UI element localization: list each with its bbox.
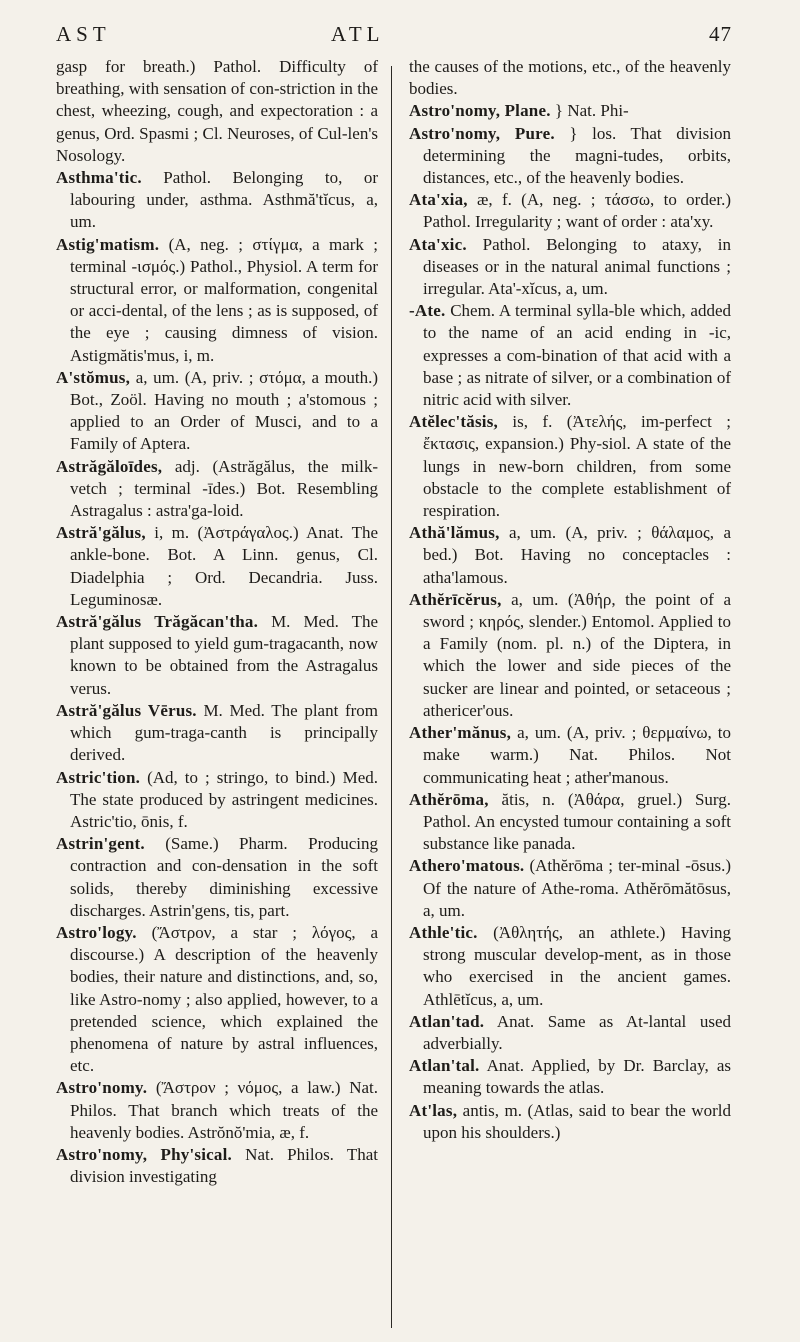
dictionary-entry xyxy=(56,700,378,767)
dictionary-entry xyxy=(409,789,731,856)
dictionary-entry xyxy=(56,167,378,234)
entry-definition: a, um. (A, priv. ; θερμαίνω, to make warm.) Nat. Philos. Not communicating heat ; ather'manous. xyxy=(423,723,732,787)
entry-headword: Astrăgăloīdes, xyxy=(56,456,163,476)
entry-definition: (Ἄστρον, a star ; λόγος, a discourse.) A description of the heavenly bodies, their nature and distinctions, and, so, like Astro-nomy ; also applied, however, to a pretended science, which explained the phenomena of nature by astral influences, etc. xyxy=(70,922,379,1076)
dictionary-entry xyxy=(56,234,378,367)
entry-headword: Athero'matous. xyxy=(409,856,525,876)
entry-definition: Anat. Applied, by Dr. Barclay, as meaning towards the atlas. xyxy=(423,1056,731,1098)
dictionary-entry xyxy=(409,522,731,589)
entry-headword: Astră'gălus Vērus. xyxy=(56,700,197,720)
entry-definition: the causes of the motions, etc., of the heavenly bodies. xyxy=(409,57,731,99)
entry-definition: M. Med. The plant supposed to yield gum-tragacanth, now known to be obtained from the Astragalus verus. xyxy=(70,612,378,698)
entry-definition: (Ἄστρον ; νόμος, a law.) Nat. Philos. That branch which treats of the heavenly bodies. Astrŏnŏ'mia, æ, f. xyxy=(70,1078,379,1142)
entry-definition: antis, m. (Atlas, said to bear the world upon his shoulders.) xyxy=(423,1100,732,1142)
entry-definition: adj. (Astrăgălus, the milk-vetch ; terminal -īdes.) Bot. Resembling Astragalus : astra'ga-loid. xyxy=(70,456,378,521)
dictionary-entry xyxy=(409,1011,731,1055)
dictionary-entry xyxy=(56,1144,378,1188)
entry-definition: Nat. Philos. That division investigating xyxy=(70,1144,378,1187)
dictionary-entry xyxy=(56,456,378,523)
entry-definition: ătis, n. (Ἀθάρα, gruel.) Surg. Pathol. An encysted tumour containing a soft substance like panada. xyxy=(423,789,732,854)
entry-definition: (Same.) Pharm. Producing contraction and con-densation in the soft solids, thereby diminishing excessive discharges. Astrin'gens, tis, part. xyxy=(70,834,379,920)
dictionary-entry xyxy=(56,767,378,834)
column-divider xyxy=(391,66,392,1328)
right-column xyxy=(409,56,731,1144)
dictionary-entry xyxy=(409,855,731,922)
entry-headword: Ather'mănus, xyxy=(409,723,512,743)
entry-headword: Astig'matism. xyxy=(56,234,160,254)
entry-definition: } Nat. Phi- xyxy=(554,101,629,121)
left-column xyxy=(56,56,378,1188)
entry-definition: (A, neg. ; στίγμα, a mark ; terminal -ισμός.) Pathol., Physiol. A term for structural error, or malformation, congenital or acci-dental, of the lens ; as is supposed, of the eye ; causing dimness of vision. Astigmătis'mus, i, m. xyxy=(70,234,379,365)
entry-headword: Astrin'gent. xyxy=(56,834,145,854)
entry-headword: Athĕrōma, xyxy=(409,789,489,809)
entry-headword: Atĕlec'tăsis, xyxy=(409,412,498,432)
entry-headword: Astro'nomy, Plane. xyxy=(409,101,551,121)
dictionary-entry xyxy=(409,234,731,301)
dictionary-entry xyxy=(56,611,378,700)
entry-definition: (Ad, to ; stringo, to bind.) Med. The state produced by astringent medicines. Astric'tio, ōnis, f. xyxy=(70,767,378,831)
entry-definition: Anat. Same as At-lantal used adverbially. xyxy=(423,1011,732,1053)
dictionary-entry xyxy=(409,411,731,522)
entry-definition: Pathol. Belonging to ataxy, in diseases or in the natural animal functions ; irregular. Ata'-xĭcus, a, um. xyxy=(423,234,731,299)
entry-headword: Athă'lămus, xyxy=(409,523,500,543)
entry-definition: i, m. (Ἀστράγαλος.) Anat. The ankle-bone. Bot. A Linn. genus, Cl. Diadelphia ; Ord. Decandria. Juss. Leguminosæ. xyxy=(70,523,378,609)
entry-headword: Ata'xic. xyxy=(409,234,467,254)
entry-definition: M. Med. The plant from which gum-traga-canth is principally derived. xyxy=(70,700,379,765)
entry-headword: Astro'nomy, Pure. xyxy=(409,123,555,143)
entry-definition: a, um. (A, priv. ; θάλαμος, a bed.) Bot. Having no conceptacles : atha'lamous. xyxy=(423,523,731,587)
running-head-left: AST xyxy=(56,22,111,46)
entry-definition: is, f. (Ἀτελής, im-perfect ; ἔκτασις, expansion.) Phy-siol. A state of the lungs in new-born children, from some obstacle to the complete establishment of respiration. xyxy=(423,412,731,521)
entry-headword: A'stŏmus, xyxy=(56,367,131,387)
entry-definition: Chem. A terminal sylla-ble which, added to the name of an acid ending in -ic, expresses a com-bination of that acid with a base ; as nitrate of silver, or a combination of nitric acid with silver. xyxy=(423,301,732,410)
entry-headword: At'las, xyxy=(409,1100,458,1120)
entry-definition: æ, f. (A, neg. ; τάσσω, to order.) Pathol. Irregularity ; want of order : ata'xy. xyxy=(423,190,731,232)
dictionary-entry xyxy=(409,300,731,411)
dictionary-entry xyxy=(409,1055,731,1099)
entry-definition: gasp for breath.) Pathol. Difficulty of breathing, with sensation of con-striction in the chest, wheezing, cough, and expectoration : a genus, Ord. Spasmi ; Cl. Neuroses, of Cul-len's Nosology. xyxy=(56,57,378,165)
entry-headword: Astric'tion. xyxy=(56,767,141,787)
dictionary-entry xyxy=(56,833,378,922)
dictionary-entry xyxy=(409,1100,731,1144)
entry-headword: Astro'nomy. xyxy=(56,1078,148,1098)
entry-headword: Astră'gălus Trăgăcan'tha. xyxy=(56,612,259,632)
dictionary-entry xyxy=(56,56,378,167)
page-header xyxy=(56,22,732,52)
dictionary-entry xyxy=(56,522,378,611)
dictionary-entry xyxy=(409,100,731,122)
running-head-center: ATL xyxy=(331,22,385,46)
dictionary-entry xyxy=(56,1077,378,1144)
entry-definition: a, um. (A, priv. ; στόμα, a mouth.) Bot., Zoöl. Having no mouth ; a'stomous ; applied to an Order of Musci, and to a Family of Aptera. xyxy=(70,367,378,454)
entry-definition: Pathol. Belonging to, or labouring under, asthma. Asthmă'tĭcus, a, um. xyxy=(70,168,378,232)
entry-headword: Atlan'tal. xyxy=(409,1056,480,1076)
entry-headword: -Ate. xyxy=(409,301,446,321)
dictionary-entry xyxy=(56,922,378,1077)
dictionary-entry xyxy=(409,922,731,1011)
entry-headword: Athĕrīcĕrus, xyxy=(409,589,502,609)
dictionary-entry xyxy=(56,367,378,456)
entry-headword: Asthma'tic. xyxy=(56,168,142,188)
dictionary-entry xyxy=(409,56,731,100)
entry-headword: Astro'nomy, Phy'sical. xyxy=(56,1144,232,1164)
dictionary-entry xyxy=(409,589,731,722)
entry-headword: Athle'tic. xyxy=(409,922,478,942)
dictionary-entry xyxy=(409,123,731,190)
dictionary-entry xyxy=(409,722,731,789)
entry-headword: Ata'xia, xyxy=(409,190,468,210)
entry-headword: Astro'logy. xyxy=(56,922,137,942)
entry-definition: } los. That division determining the magni-tudes, orbits, distances, etc., of the heavenly bodies. xyxy=(423,123,731,188)
entry-definition: a, um. (Ἀθήρ, the point of a sword ; κηρός, slender.) Entomol. Applied to a Family (nom. pl. n.) of the Diptera, in which the lower and side pieces of the sucker are linear and pointed, or setaceous ; athericer'ous. xyxy=(423,589,732,720)
page-number: 47 xyxy=(709,22,732,46)
entry-headword: Atlan'tad. xyxy=(409,1011,485,1031)
entry-definition: (Ἀθλητής, an athlete.) Having strong muscular develop-ment, as in those who exercised in the ancient games. Athlētĭcus, a, um. xyxy=(423,922,732,1009)
entry-definition: (Athĕrōma ; ter-minal -ōsus.) Of the nature of Athe-roma. Athĕrōmătōsus, a, um. xyxy=(423,856,731,920)
entry-headword: Astră'gălus, xyxy=(56,523,146,543)
dictionary-entry xyxy=(409,189,731,233)
